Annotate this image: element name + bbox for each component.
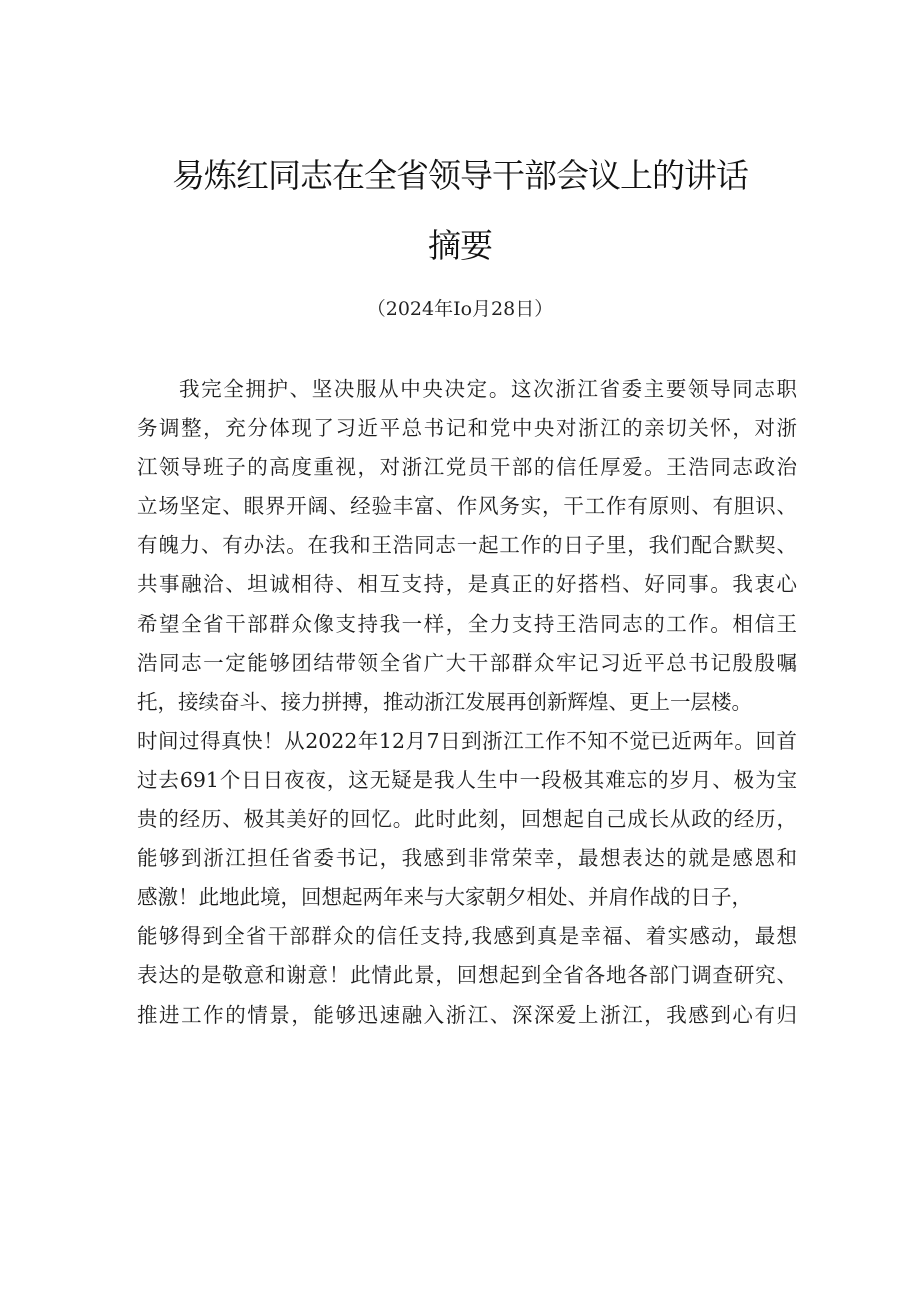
body-line: 能够得到全省干部群众的信任支持,我感到真是幸福、着实感动，最想 xyxy=(137,924,797,949)
body-line: 我完全拥护、坚决服从中央决定。这次浙江省委主要领导同志职 xyxy=(179,377,797,401)
body-line: 贵的经历、极其美好的回忆。此时此刻，回想起自己成长从政的经历， xyxy=(137,807,797,832)
document-title: 易炼红同志在全省领导干部会议上的讲话 xyxy=(172,156,748,195)
body-line: 务调整，充分体现了习近平总书记和党中央对浙江的亲切关怀，对浙 xyxy=(137,416,797,441)
body-line: 浩同志一定能够团结带领全省广大干部群众牢记习近平总书记殷殷嘱 xyxy=(137,650,797,675)
body-line: 推进工作的情景，能够迅速融入浙江、深深爱上浙江，我感到心有归 xyxy=(137,1002,797,1027)
body-line: 有魄力、有办法。在我和王浩同志一起工作的日子里，我们配合默契、 xyxy=(137,533,797,558)
document-body xyxy=(137,370,797,1035)
body-line: 希望全省干部群众像支持我一样，全力支持王浩同志的工作。相信王 xyxy=(137,611,797,636)
body-line: 江领导班子的高度重视，对浙江党员干部的信任厚爱。王浩同志政治 xyxy=(137,455,797,480)
body-line: 能够到浙江担任省委书记，我感到非常荣幸，最想表达的就是感恩和 xyxy=(137,846,797,871)
body-line: 时间过得真快！从2022年12月7日到浙江工作不知不觉已近两年。回首 xyxy=(137,728,797,753)
body-line: 感激！此地此境，回想起两年来与大家朝夕相处、并肩作战的日子， xyxy=(137,885,752,910)
document-date: （2024年Io月28日） xyxy=(366,298,554,320)
document-subtitle: 摘要 xyxy=(428,226,492,265)
body-line: 过去691个日日夜夜，这无疑是我人生中一段极其难忘的岁月、极为宝 xyxy=(137,767,797,792)
body-line: 表达的是敬意和谢意！此情此景，回想起到全省各地各部门调查研究、 xyxy=(137,963,797,988)
body-line: 托，接续奋斗、接力拼搏，推动浙江发展再创新辉煌、更上一层楼。 xyxy=(137,689,752,714)
body-line: 立场坚定、眼界开阔、经验丰富、作风务实，干工作有原则、有胆识、 xyxy=(137,494,797,519)
body-line: 共事融洽、坦诚相待、相互支持，是真正的好搭档、好同事。我衷心 xyxy=(137,572,797,597)
